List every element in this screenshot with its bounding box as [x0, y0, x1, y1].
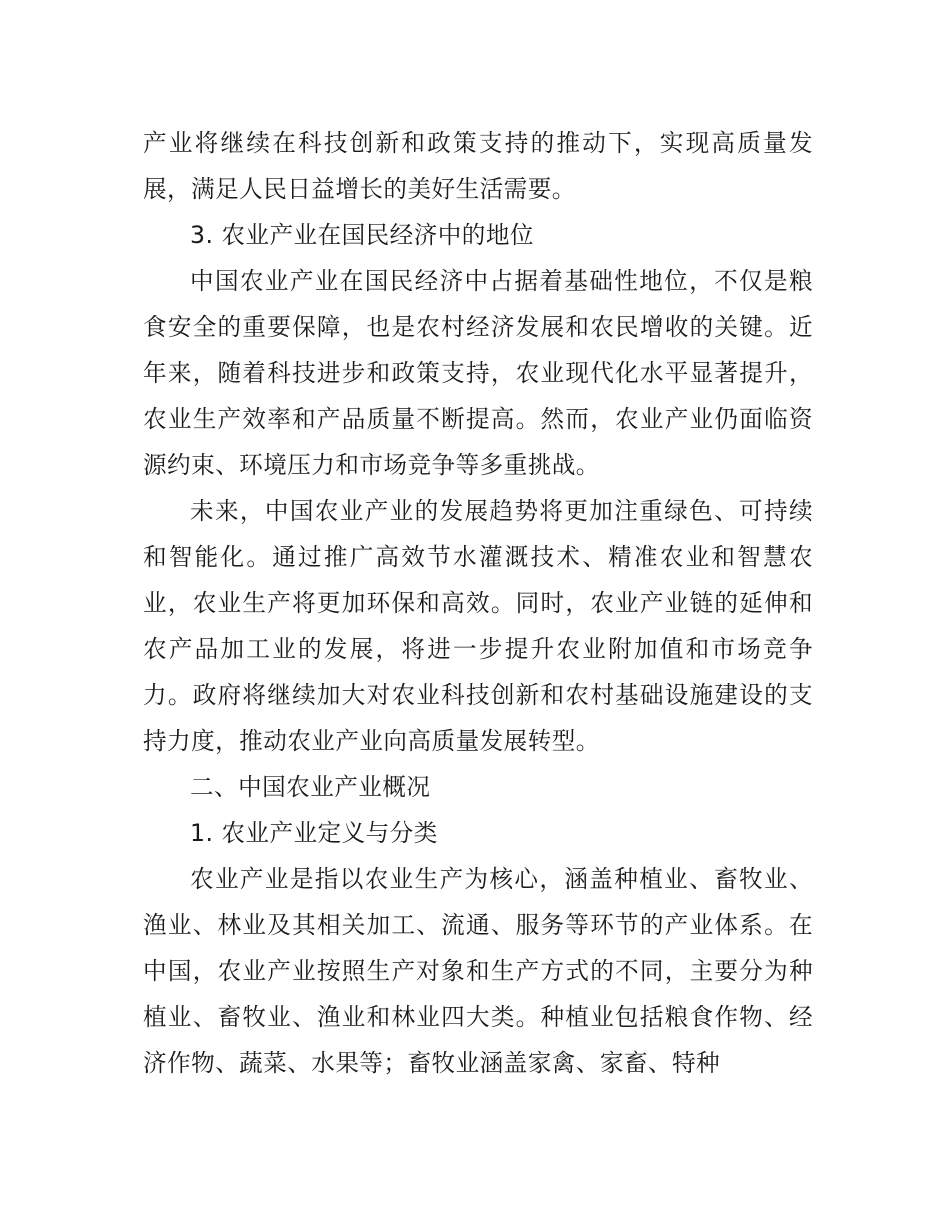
- document-body: [143, 120, 813, 1086]
- section-heading-1: 1. 农业产业定义与分类: [190, 819, 438, 847]
- paragraph-status: 中国农业产业在国民经济中占据着基础性地位，不仅是粮食安全的重要保障，也是农村经济发展和农民增收的关键。近年来，随着科技进步和政策支持，农业现代化水平显著提升，农业生产效率和产品质量不断提高。然而，农业产业仍面临资源约束、环境压力和市场竞争等多重挑战。: [143, 267, 813, 479]
- chapter-heading-2: 二、中国农业产业概况: [190, 773, 431, 801]
- paragraph-continuation: 产业将继续在科技创新和政策支持的推动下，实现高质量发展，满足人民日益增长的美好生活需要。: [143, 129, 813, 203]
- section-heading-3: 3. 农业产业在国民经济中的地位: [190, 221, 534, 249]
- paragraph-definition: 农业产业是指以农业生产为核心，涵盖种植业、畜牧业、渔业、林业及其相关加工、流通、服务等环节的产业体系。在中国，农业产业按照生产对象和生产方式的不同，主要分为种植业、畜牧业、渔业和林业四大类。种植业包括粮食作物、经济作物、蔬菜、水果等；畜牧业涵盖家禽、家畜、特种: [143, 865, 813, 1077]
- paragraph-future: 未来，中国农业产业的发展趋势将更加注重绿色、可持续和智能化。通过推广高效节水灌溉技术、精准农业和智慧农业，农业生产将更加环保和高效。同时，农业产业链的延伸和农产品加工业的发展，将进一步提升农业附加值和市场竞争力。政府将继续加大对农业科技创新和农村基础设施建设的支持力度，推动农业产业向高质量发展转型。: [143, 497, 813, 755]
